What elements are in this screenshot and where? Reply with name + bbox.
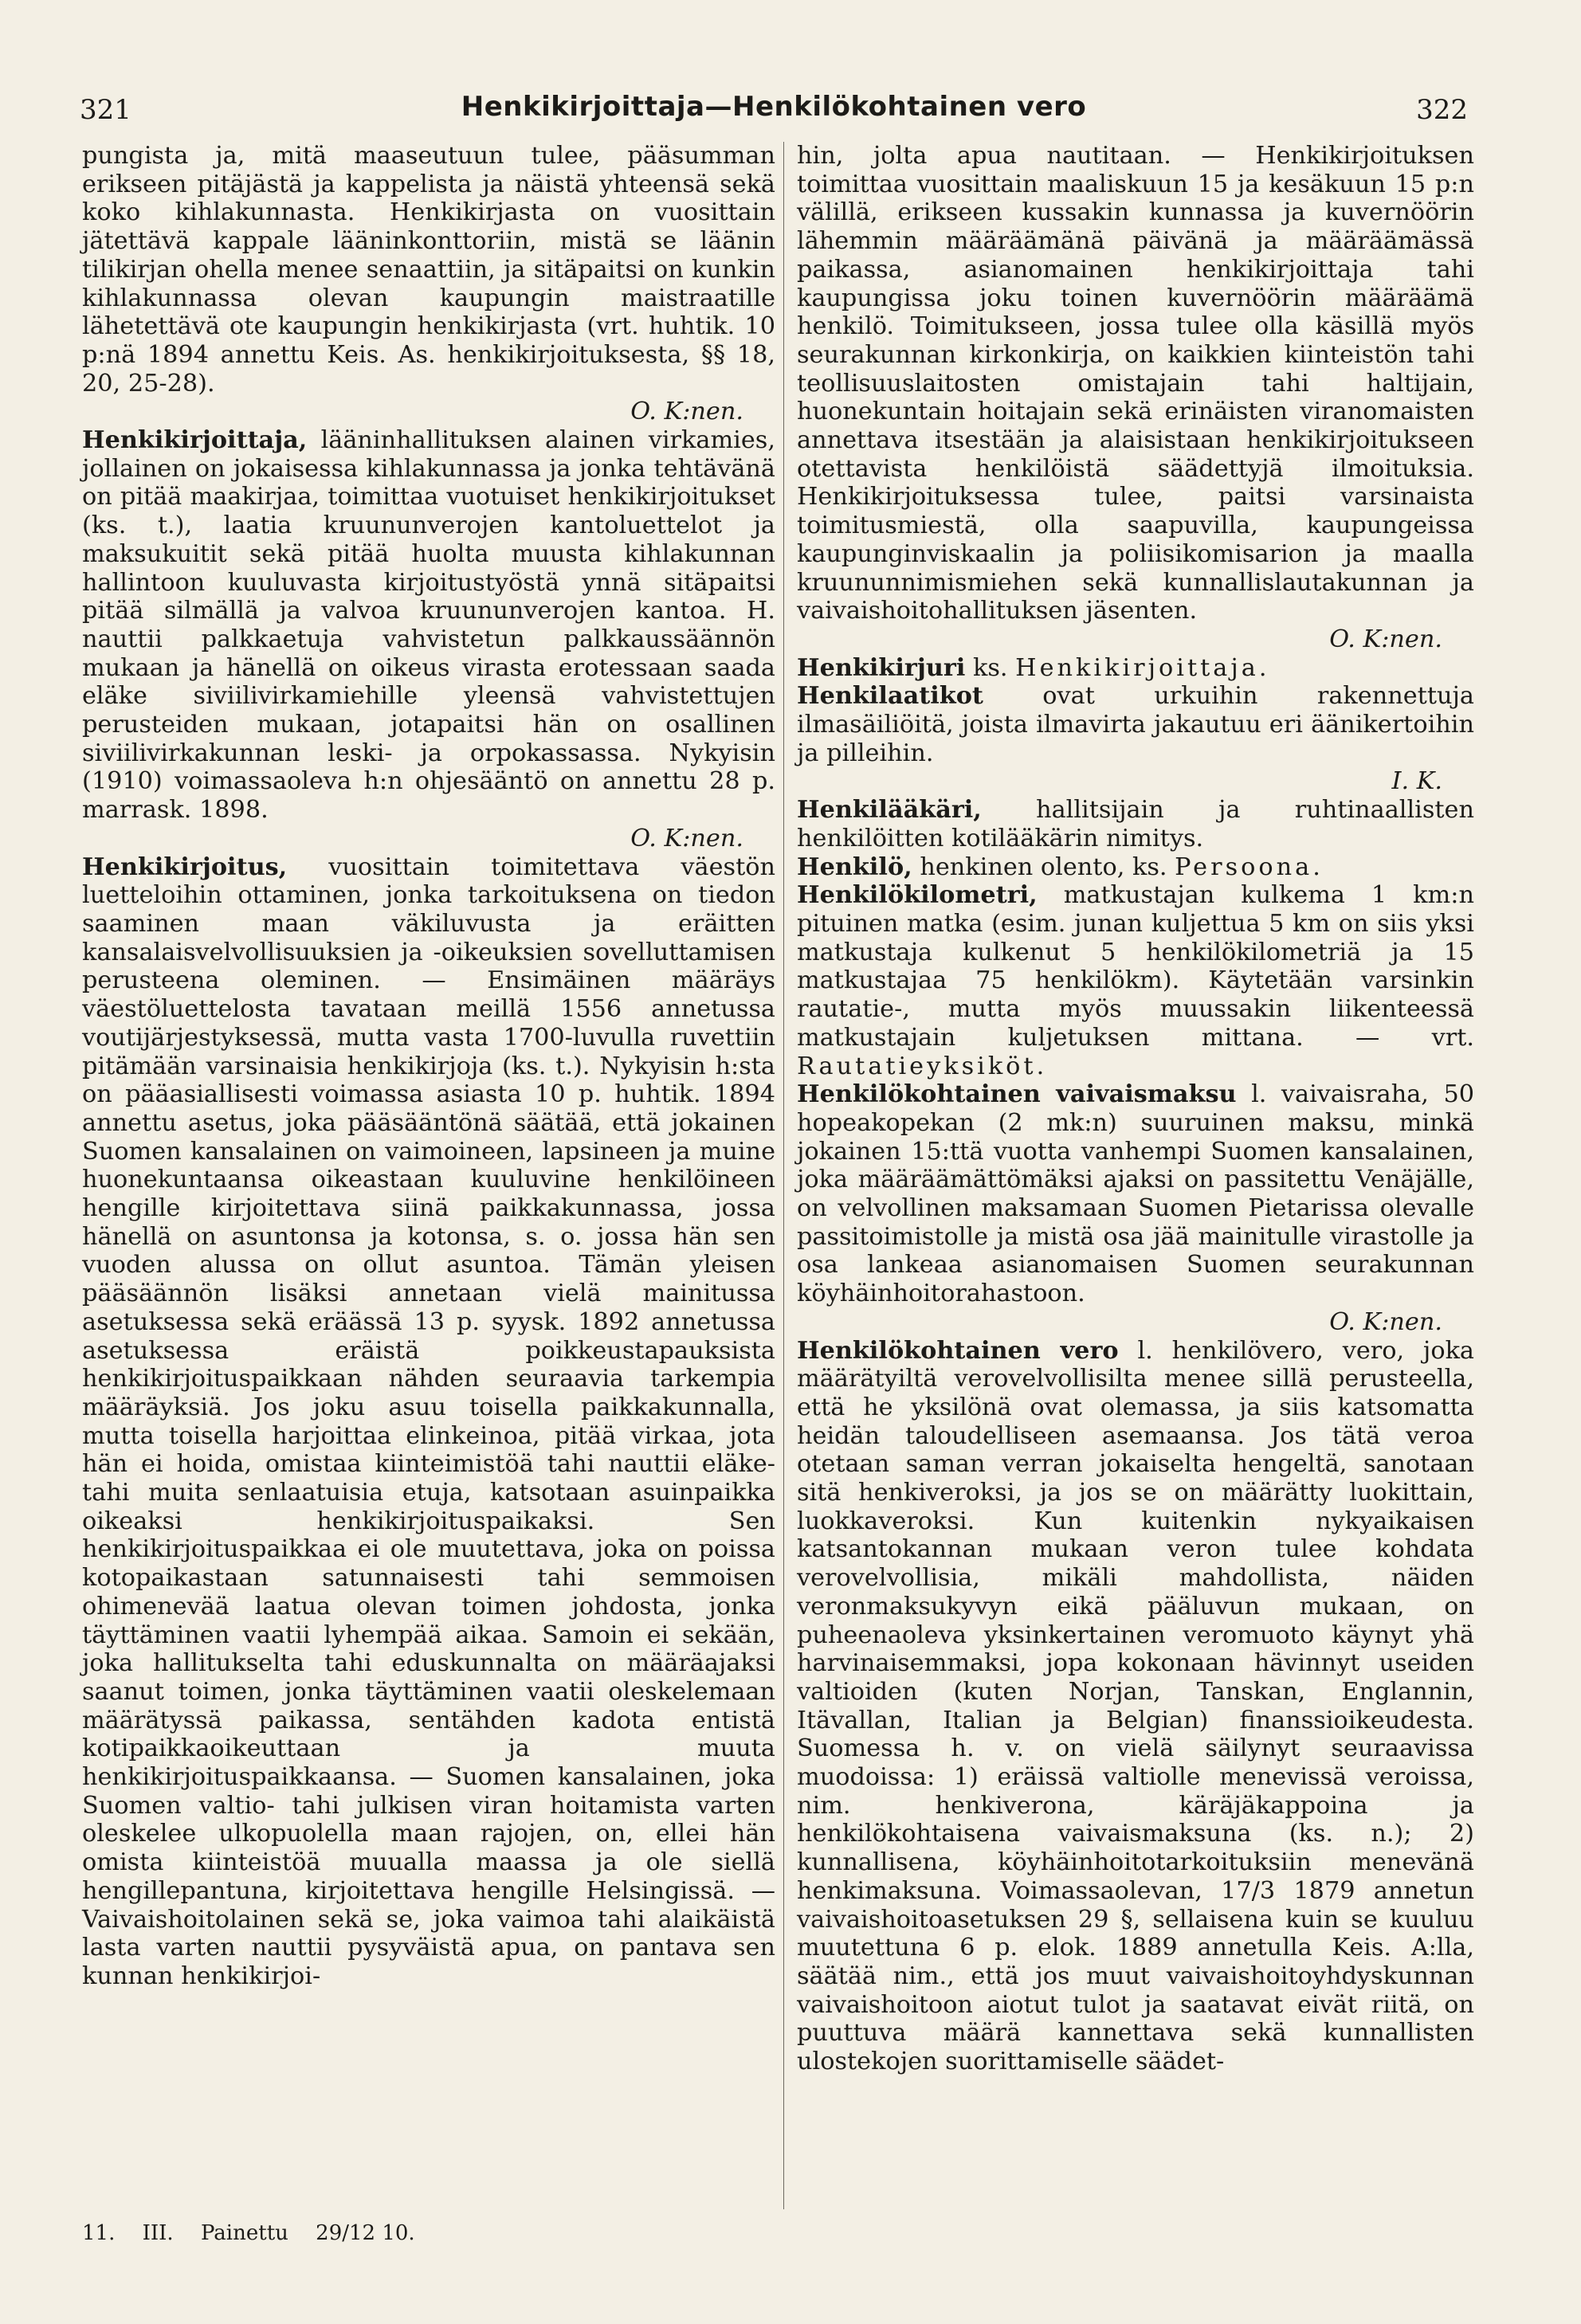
entry-text: henkinen olento, ks. bbox=[912, 852, 1175, 881]
encyclopedia-entry bbox=[797, 682, 1474, 767]
author-signature: O. K:nen. bbox=[630, 398, 743, 426]
entry-tail: . bbox=[1312, 852, 1320, 881]
encyclopedia-entry bbox=[797, 881, 1474, 1080]
entry-text: vuosittain toimitettava väestön luetteloihin ottaminen, jonka tarkoituksena on tiedon saaminen maan väkiluvusta ja eräitten kansalaisvelvollisuuksien ja -oikeuksien sovelluttamisen perusteena oleminen. — Ensimäinen määräys väestöluettelosta tavataan meillä 1556 annetussa voutijärjestyksessä, mutta vasta 1700-luvulla ruvettiin pitämään varsinaisia henkikirjoja (ks. t.). Nykyisin h:sta on pääasiallisesti voimassa asiasta 10 p. huhtik. 1894 annettu asetus, joka pääsääntönä säätää, että jokainen Suomen kansalainen on vaimoineen, lapsineen ja muine huonekuntaansa oikeastaan kuuluvine henkilöineen hengille kirjoitettava siinä paikkakunnassa, jossa hänellä on asuntonsa ja kotonsa, s. o. jossa hän sen vuoden alussa on ollut asuntoa. Tämän yleisen pääsäännön lisäksi annetaan vielä mainitussa asetuksessa sekä eräässä 13 p. syysk. 1892 annetussa asetuksessa eräistä poikkeustapauksista henkikirjoituspaikkaan nähden seuraavia tarkempia määräyksiä. Jos joku asuu toisella paikkakunnalla, mutta toisella harjoittaa elinkeinoa, pitää virkaa, jota hän ei hoida, omistaa kiinteimistöä tahi nauttii eläke- tahi muita senlaatuisia etuja, katsotaan asuinpaikka oikeaksi henkikirjoituspaikaksi. Sen henkikirjoituspaikkaa ei ole muutettava, joka on poissa kotopaikastaan satunnaisesti tahi semmoisen ohimenevää laatua olevan toimen johdosta, jonka täyttäminen vaatii lyhempää aikaa. Samoin ei sekään, joka hallitukselta tahi eduskunnalta on määräajaksi saanut toimen, jonka täyttäminen vaatii oleskelemaan määrätyssä paikassa, sentähden kadota entistä kotipaikkaoikeuttaan ja muuta henkikirjoituspaikkaansa. — Suomen kansalainen, joka Suomen valtio- tahi julkisen viran hoitamista varten oleskelee ulkopuolella maan rajojen, on, ellei hän omista kiinteistöä muualla maassa ja ole siellä hengillepantuna, kirjoitettava hengille Helsingissä. — Vaivaishoitolainen sekä se, joka vaimoa tahi alaikäistä lasta varten nauttii pysyväistä apua, on pantava sen kunnan henkikirjoi- bbox=[82, 852, 775, 1990]
entry-tail: . bbox=[1036, 1052, 1045, 1080]
author-signature: O. K:nen. bbox=[1329, 1307, 1442, 1336]
right-column bbox=[797, 142, 1474, 2076]
entry-headword: Henkilääkäri, bbox=[797, 796, 982, 825]
entry-text: l. vaivaisraha, 50 hopeakopekan (2 mk:n) suuruinen maksu, minkä jokainen 15:ttä vuotta vanhempi Suomen kansalainen, joka määräämättömäksi ajaksi on passitettu Venäjälle, on velvollinen maksamaan Suomen Pietarissa olevalle passitoimistolle ja mistä osa jää mainitulle virastolle ja osa lankeaa asianomaisen Suomen seurakunnan köyhäinhoitorahastoon. bbox=[797, 1080, 1474, 1308]
entry-text: ovat urkuihin rakennettuja ilmasäiliöitä, joista ilmavirta jakautuu eri äänikertoihin ja pilleihin. bbox=[797, 682, 1474, 767]
continued-paragraph: hin, jolta apua nautitaan. — Henkikirjoituksen toimittaa vuosittain maaliskuun 15 ja kesäkuun 15 p:n välillä, erikseen kussakin kunnassa ja kuvernöörin lähemmin määräämänä päivänä ja määräämässä paikassa, asianomainen henkikirjoittaja tahi kaupungissa joku toinen kuvernöörin määräämä henkilö. Toimitukseen, jossa tulee olla käsillä myös seurakunnan kirkonkirja, on kaikkien kiinteistön tahi teollisuuslaitosten omistajain tahi haltijain, huonekuntain hoitajain sekä erinäisten viranomaisten annettava itsestään ja alaisistaan henkikirjoitukseen otettavista henkilöistä säädettyjä ilmoituksia. Henkikirjoituksessa tulee, paitsi varsinaista toimitusmiestä, olla saapuvilla, kaupungeissa kaupunginviskaalin ja poliisikomisarion ja maalla kruununnimismiehen sekä kunnallislautakunnan ja vaivaishoitohallituksen jäsenten. bbox=[797, 142, 1474, 625]
page-header bbox=[80, 89, 1468, 134]
encyclopedia-entry bbox=[797, 1080, 1474, 1308]
volume-number: III. bbox=[142, 2221, 174, 2245]
continued-paragraph: pungista ja, mitä maaseutuun tulee, pääsumman erikseen pitäjästä ja kappelista ja näistä yhteensä sekä koko kihlakunnasta. Henkikirjasta on vuosittain jätettävä kappale lääninkonttoriin, mistä se läänin tilikirjan ohella menee senaattiin, ja sitäpaitsi on kunkin kihlakunnassa olevan kaupungin maistraatille lähetettävä ote kaupungin henkikirjasta (vrt. huhtik. 10 p:nä 1894 annettu Keis. As. henkikirjoituksesta, §§ 18, 20, 25-28). bbox=[82, 142, 775, 398]
entry-text: ks. bbox=[965, 653, 1016, 682]
encyclopedia-entry bbox=[82, 426, 775, 825]
entry-tail: . bbox=[1258, 653, 1267, 682]
entry-text: lääninhallituksen alainen virkamies, jollainen on jokaisessa kihlakunnassa ja jonka tehtävänä on pitää maakirjaa, toimittaa vuotuiset henkikirjoitukset (ks. t.), laatia kruununverojen kantoluettelot ja maksukuitit sekä pitää huolta muusta kihlakunnan hallintoon kuuluvasta kirjoitustyöstä ynnä sitäpaitsi pitää silmällä ja valvoa kruununverojen kantoa. H. nauttii palkkaetuja vahvistetun palkkaussäännön mukaan ja hänellä on oikeus virasta erotessaan saada eläke siviilivirkamiehille yleensä vahvistettujen perusteiden mukaan, jotapaitsi hän on osallinen siviilivirkakunnan leski- ja orpokassassa. Nykyisin (1910) voimassaoleva h:n ohjesääntö on annettu 28 p. marrask. 1898. bbox=[82, 426, 775, 825]
print-label: Painettu bbox=[200, 2221, 288, 2245]
cross-reference: Henkikirjoittaja bbox=[1015, 653, 1259, 682]
entry-headword: Henkilökilometri, bbox=[797, 881, 1038, 910]
encyclopedia-entry bbox=[797, 1337, 1474, 2076]
entry-headword: Henkilö, bbox=[797, 852, 912, 881]
encyclopedia-entry bbox=[797, 654, 1474, 683]
author-signature: I. K. bbox=[1391, 767, 1442, 796]
page-number-left: 321 bbox=[80, 94, 131, 126]
encyclopedia-entry bbox=[797, 796, 1474, 852]
left-column bbox=[82, 142, 775, 1991]
author-signature: O. K:nen. bbox=[630, 824, 743, 852]
entry-headword: Henkikirjoitus, bbox=[82, 852, 288, 881]
entry-text: l. henkilövero, vero, joka määrätyiltä verovelvollisilta menee sillä perusteella, että he yksilönä ovat olemassa, ja siis katsomatta heidän taloudelliseen asemaansa. Jos tätä veroa otetaan saman verran jokaiselta hengeltä, sanotaan sitä henkiveroksi, ja jos se on määrätty luokittain, luokkaveroksi. Kun kuitenkin nykyaikaisen katsantokannan mukaan veron tulee kohdata verovelvollisia, mikäli mahdollista, näiden veronmaksukyvyn eikä pääluvun mukaan, on puheenaoleva yksinkertainen veromuoto käynyt yhä harvinaisemmaksi, jopa kokonaan hävinnyt useiden valtioiden (kuten Norjan, Tanskan, Englannin, Itävallan, Italian ja Belgian) finanssioikeudesta. Suomessa h. v. on vielä säilynyt seuraavissa muodoissa: 1) eräissä valtiolle menevissä veroissa, nim. henkiverona, käräjäkappoina ja henkilökohtaisena vaivaismaksuna (ks. n.); 2) kunnallisena, köyhäinhoitotarkoituksiin menevänä henkimaksuna. Voimassaolevan, 17/3 1879 annetun vaivaishoitoasetuksen 29 §, sellaisena kuin se kuuluu muutettuna 6 p. elok. 1889 annetulla Keis. A:lla, säätää nim., että jos muut vaivaishoitoyhdyskunnan vaivaishoitoon aiotut tulot ja saatavat eivät riitä, on puuttuva määrä kannettava sekä kunnallisten ulostekojen suorittamiselle säädet- bbox=[797, 1336, 1474, 2076]
cross-reference: Rautatieyksiköt bbox=[797, 1052, 1037, 1080]
entry-headword: Henkilaatikot bbox=[797, 682, 983, 711]
entry-text: matkustajan kulkema 1 km:n pituinen matka (esim. junan kuljettua 5 km on siis yksi matkustaja kulkenut 5 henkilökilometriä ja 15 matkustajaa 75 henkilökm). Käytetään varsinkin rautatie-, mutta myös muussakin liikenteessä matkustajain kuljetuksen mittana. — vrt. bbox=[797, 881, 1474, 1052]
cross-reference: Persoona bbox=[1175, 852, 1313, 881]
entry-headword: Henkikirjuri bbox=[797, 653, 966, 682]
author-signature: O. K:nen. bbox=[1329, 625, 1442, 653]
running-title: Henkikirjoittaja—Henkilökohtainen vero bbox=[461, 91, 1087, 123]
encyclopedia-entry bbox=[797, 853, 1474, 882]
print-footer bbox=[82, 2221, 436, 2245]
print-date: 29/12 10. bbox=[316, 2221, 415, 2245]
entry-headword: Henkilökohtainen vero bbox=[797, 1336, 1119, 1365]
signature-mark: 11. bbox=[82, 2221, 116, 2245]
column-divider bbox=[783, 142, 784, 2209]
entry-text: hallitsijain ja ruhtinaallisten henkilöitten kotilääkärin nimitys. bbox=[797, 796, 1474, 852]
entry-headword: Henkilökohtainen vaivaismaksu bbox=[797, 1080, 1237, 1109]
page-number-right: 322 bbox=[1416, 94, 1468, 126]
encyclopedia-entry bbox=[82, 853, 775, 1991]
entry-headword: Henkikirjoittaja, bbox=[82, 426, 308, 455]
